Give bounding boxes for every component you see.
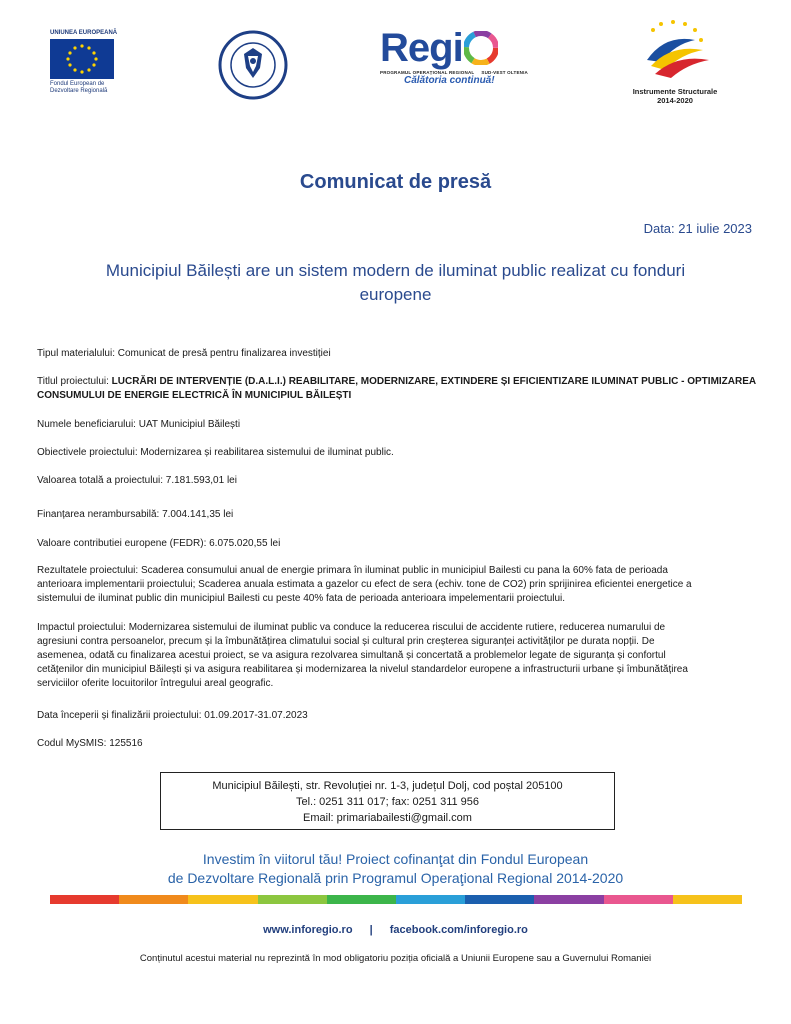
regio-tagline: Călătoria continuă! (404, 75, 495, 86)
page-title: Comunicat de presă (299, 171, 492, 193)
results-line: Rezultatele proiectului: Scaderea consumului anual de energie primara în iluminat public in municipiul Bailesti cu pana la 60% fata de perioada (37, 565, 668, 576)
funding-slogan (0, 850, 791, 888)
regio-color-stripe (50, 895, 742, 904)
eu-flag-icon (50, 39, 114, 79)
link-separator: | (369, 924, 373, 936)
footer-links (0, 924, 791, 936)
non-refundable-funding: Finanțarea nerambursabilă: 7.004.141,35 lei (37, 509, 234, 520)
eu-logo (50, 30, 130, 100)
total-project-value: Valoarea totală a proiectului: 7.181.593,01 lei (37, 475, 237, 486)
impact-line: agresiuni contra persoanelor, precum și la îmbunătățirea climatului social și cultural prin creșterea siguranței activităților pe durata nopții. De (37, 636, 655, 647)
results-line: anterioara implementarii proiectului; Scaderea anuala estimata a gazelor cu efect de sera (echiv. tone de CO2) prin sprijinirea eficientei energetice a (37, 579, 692, 590)
contact-phone: Tel.: 0251 311 017; fax: 0251 311 956 (295, 796, 480, 808)
impact-line: asemenea, odată cu finalizarea acestui proiect, se va asigura rezolvarea simultană și concertată a problemelor legate de siguranța și confortul (37, 650, 666, 661)
contact-email: Email: primariabailesti@gmail.com (303, 812, 472, 824)
impact-line: serviciilor oferite locuitorilor întregului areal geografic. (37, 678, 274, 689)
results-line: sistemului de iluminat public din municipiul Bailesti cu peste 40% fata de perioada anterioara impelementarii proiectului. (37, 593, 566, 604)
regio-color-wheel-icon (464, 31, 498, 65)
subtitle-line2: europene (359, 285, 432, 304)
project-title (37, 375, 757, 403)
fedr-contribution: Valoare contributiei europene (FEDR): 6.075.020,55 lei (37, 538, 281, 549)
disclaimer: Conținutul acestui material nu reprezintă în mod obligatoriu poziția oficială a Uniunii Europene sau a Guvernului Romaniei (139, 953, 652, 964)
eu-logo-title: UNIUNEA EUROPEANĂ (50, 30, 118, 36)
project-results (37, 564, 757, 606)
instrumente-structurale-icon (625, 18, 725, 82)
regio-program-line2: SUD-VEST OLTENIA (481, 70, 528, 75)
project-dates: Data începerii și finalizării proiectului: 01.09.2017-31.07.2023 (37, 710, 308, 721)
regio-logo (380, 26, 540, 100)
subtitle-line1: Municipiul Băilești are un sistem modern de iluminat public realizat cu fonduri (105, 261, 686, 280)
romanian-coat-of-arms-icon (218, 30, 288, 100)
regio-wordmark: Regi (380, 25, 463, 70)
press-release-subtitle (40, 259, 751, 307)
instrumente-structurale-logo (625, 18, 725, 108)
regio-program-line1: PROGRAMUL OPERAȚIONAL REGIONAL (380, 70, 475, 75)
instrumente-line2: 2014-2020 (657, 96, 693, 105)
project-objectives: Obiectivele proiectului: Modernizarea și reabilitarea sistemului de iluminat public. (37, 447, 394, 458)
beneficiary-name: Numele beneficiarului: UAT Municipiul Băilești (37, 419, 241, 430)
project-title-label: Titlul proiectului: (37, 376, 112, 387)
contact-address: Municipiul Băilești, str. Revoluției nr. 1-3, județul Dolj, cod poștal 205100 (212, 780, 563, 792)
contact-box (160, 772, 615, 830)
project-title-line1: LUCRĂRI DE INTERVENȚIE (D.A.L.I.) REABILITARE, MODERNIZARE, EXTINDERE ȘI EFICIENTIZARE ILUMINAT PUBLIC - OPTIMIZAREA (111, 376, 757, 387)
project-title-line2: CONSUMULUI DE ENERGIE ELECTRICĂ ÎN MUNICIPIUL BĂILEȘTI (37, 390, 352, 401)
eu-logo-line1: Fondul European de (50, 81, 105, 87)
slogan-line2: de Dezvoltare Regională prin Programul Operaţional Regional 2014-2020 (167, 870, 624, 886)
mysmis-code: Codul MySMIS: 125516 (37, 738, 143, 749)
press-release-date: Data: 21 iulie 2023 (643, 221, 752, 236)
inforegio-facebook-link[interactable]: facebook.com/inforegio.ro (389, 924, 528, 936)
government-seal (218, 30, 288, 100)
slogan-line1: Investim în viitorul tău! Proiect cofinanţat din Fondul European (202, 851, 589, 867)
project-impact (37, 621, 757, 691)
instrumente-line1: Instrumente Structurale (632, 87, 718, 96)
impact-line: cetățenilor din municipiul Băilești și va asigura reabilitarea și modernizarea la nivelul standardelor europene a infrastructurii urbane și îmbunătățirea (37, 664, 688, 675)
material-type: Tipul materialului: Comunicat de presă pentru finalizarea investiției (37, 348, 331, 359)
inforegio-website-link[interactable]: www.inforegio.ro (263, 924, 353, 936)
impact-line: Impactul proiectului: Modernizarea sistemului de iluminat public va conduce la reducerea riscului de accidente rutiere, reducerea numarului de (37, 622, 666, 633)
eu-logo-line2: Dezvoltare Regională (50, 88, 108, 94)
